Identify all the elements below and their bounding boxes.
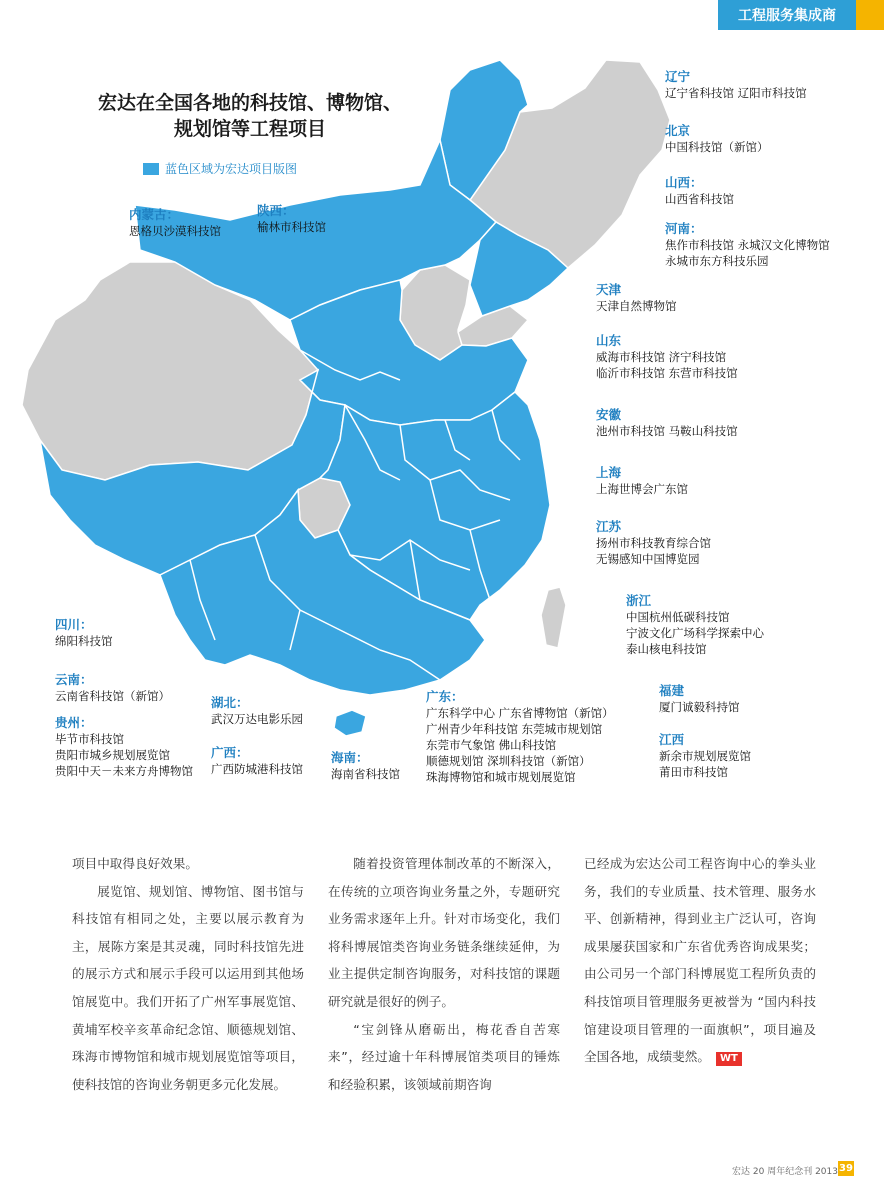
region-project: 贵阳中天－未来方舟博物馆 [55,764,193,778]
map-title-line-2: 规划馆等工程项目 [173,118,326,140]
region-jiangxi [659,731,751,780]
region-beijing [665,122,769,155]
region-project: 恩格贝沙漠科技馆 [129,224,221,238]
region-project: 新余市规划展览馆 [659,749,751,763]
region-name: 上海 [596,465,622,480]
region-name: 陕西： [257,203,295,218]
region-shanxi [665,174,734,207]
region-henan [665,220,830,269]
article-paragraph: “宝剑锋从磨砺出，梅花香自苦寒来”，经过逾十年科博展馆类项目的锤炼和经验积累，该领域前期咨询 [328,1021,560,1092]
region-project: 莆田市科技馆 [659,765,728,779]
region-project: 中国科技馆（新馆） [665,140,769,154]
footer-text: 宏达 20 周年纪念刊 2013 [732,1167,838,1177]
region-liaoning [665,68,807,101]
region-project: 海南省科技馆 [331,767,400,781]
region-project: 榆林市科技馆 [257,220,326,234]
page-number: 39 [839,1163,853,1174]
article-column-3 [584,850,816,1071]
region-project: 绵阳科技馆 [55,634,113,648]
region-project: 宁波文化广场科学探索中心 [626,626,764,640]
region-guizhou [55,714,193,779]
region-project: 厦门诚毅科持馆 [659,700,740,714]
map-title-line-1: 宏达在全国各地的科技馆、博物馆、 [97,92,402,114]
region-shaanxi [257,202,326,235]
region-project: 珠海博物馆和城市规划展览馆 [426,770,576,784]
article-paragraph [584,850,816,1071]
region-name: 广东： [426,689,464,704]
article-paragraph-text: 已经成为宏达公司工程咨询中心的拳头业务，我们的专业质量、技术管理、服务水平、创新精神，得到业主广泛认可，咨询成果屡获国家和广东省优秀咨询成果奖；由公司另一个部门科博展览工程所负责的科技馆项目管理服务更被誉为 “国内科技馆建设项目管理的一面旗帜”，项目遍及全国各地，成绩斐然。 [584,856,816,1065]
map-legend [143,160,297,177]
region-hainan [331,749,400,782]
map-region-taiwan [541,587,566,648]
region-project: 扬州市科技教育综合馆 [596,536,711,550]
end-mark-logo: WT [716,1052,742,1066]
region-jiangsu [596,518,711,567]
region-project: 临沂市科技馆 东营市科技馆 [596,366,738,380]
region-name: 山东 [596,333,622,348]
region-project: 广西防城港科技馆 [211,762,303,776]
region-yunnan [55,671,170,704]
region-project: 云南省科技馆（新馆） [55,689,170,703]
region-project: 武汉万达电影乐园 [211,712,303,726]
region-zhejiang [626,592,764,657]
region-project: 山西省科技馆 [665,192,734,206]
region-project: 辽宁省科技馆 辽阳市科技馆 [665,86,807,100]
region-project: 池州市科技馆 马鞍山科技馆 [596,424,738,438]
region-hubei [211,694,303,727]
region-shandong [596,332,738,381]
region-project: 广东科学中心 广东省博物馆（新馆） [426,706,614,720]
region-project: 顺德规划馆 深圳科技馆（新馆） [426,754,591,768]
map-title [70,90,430,142]
region-project: 东莞市气象馆 佛山科技馆 [426,738,557,752]
region-sichuan [55,616,113,649]
region-project: 中国杭州低碳科技馆 [626,610,730,624]
region-name: 福建 [659,683,685,698]
legend-swatch [143,163,159,175]
region-name: 安徽 [596,407,622,422]
region-name: 江西 [659,732,685,747]
map-region-hainan [334,710,366,736]
region-project: 广州青少年科技馆 东莞城市规划馆 [426,722,603,736]
region-project: 毕节市科技馆 [55,732,124,746]
article-column-1 [72,850,304,1098]
region-project: 焦作市科技馆 永城汉文化博物馆 [665,238,830,252]
region-project: 威海市科技馆 济宁科技馆 [596,350,727,364]
article-column-2 [328,850,560,1098]
region-name: 天津 [596,282,622,297]
region-name: 河南： [665,221,703,236]
region-project: 上海世博会广东馆 [596,482,688,496]
region-name: 湖北： [211,695,249,710]
region-project: 永城市东方科技乐园 [665,254,769,268]
region-project: 贵阳市城乡规划展览馆 [55,748,170,762]
region-name: 北京 [665,123,691,138]
region-fujian [659,682,740,715]
region-name: 浙江 [626,593,652,608]
region-name: 四川： [55,617,93,632]
region-name: 云南： [55,672,93,687]
region-name: 广西： [211,745,249,760]
region-project: 泰山核电科技馆 [626,642,707,656]
region-name: 山西： [665,175,703,190]
region-guangdong [426,688,614,785]
region-name: 贵州： [55,715,93,730]
article-paragraph: 随着投资管理体制改革的不断深入，在传统的立项咨询业务量之外，专题研究业务需求逐年上升。针对市场变化，我们将科博展馆类咨询业务链条继续延伸，为业主提供定制咨询服务，对科技馆的课题研究就是很好的例子。 [328,856,560,1009]
region-tianjin [596,281,677,314]
region-name: 辽宁 [665,69,691,84]
region-name: 江苏 [596,519,622,534]
region-guangxi [211,744,303,777]
section-tab: 工程服务集成商 [718,0,856,30]
region-name: 内蒙古： [129,207,180,222]
article-paragraph: 项目中取得良好效果。 [72,856,198,871]
region-anhui [596,406,738,439]
region-neimenggu [129,206,221,239]
article-paragraph: 展览馆、规划馆、博物馆、图书馆与科技馆有相同之处，主要以展示教育为主，展陈方案是其灵魂，同时科技馆先进的展示方式和展示手段可以运用到其他场馆展览中。我们开拓了广州军事展览馆、黄埔军校辛亥革命纪念馆、顺德规划馆、珠海市博物馆和城市规划展览馆等项目，使科技馆的咨询业务朝更多元化发展。 [72,883,304,1092]
legend-label: 蓝色区域为宏达项目版图 [165,162,298,176]
region-name: 海南： [331,750,369,765]
region-project: 天津自然博物馆 [596,299,677,313]
region-project: 无锡感知中国博览园 [596,552,700,566]
region-shanghai [596,464,688,497]
